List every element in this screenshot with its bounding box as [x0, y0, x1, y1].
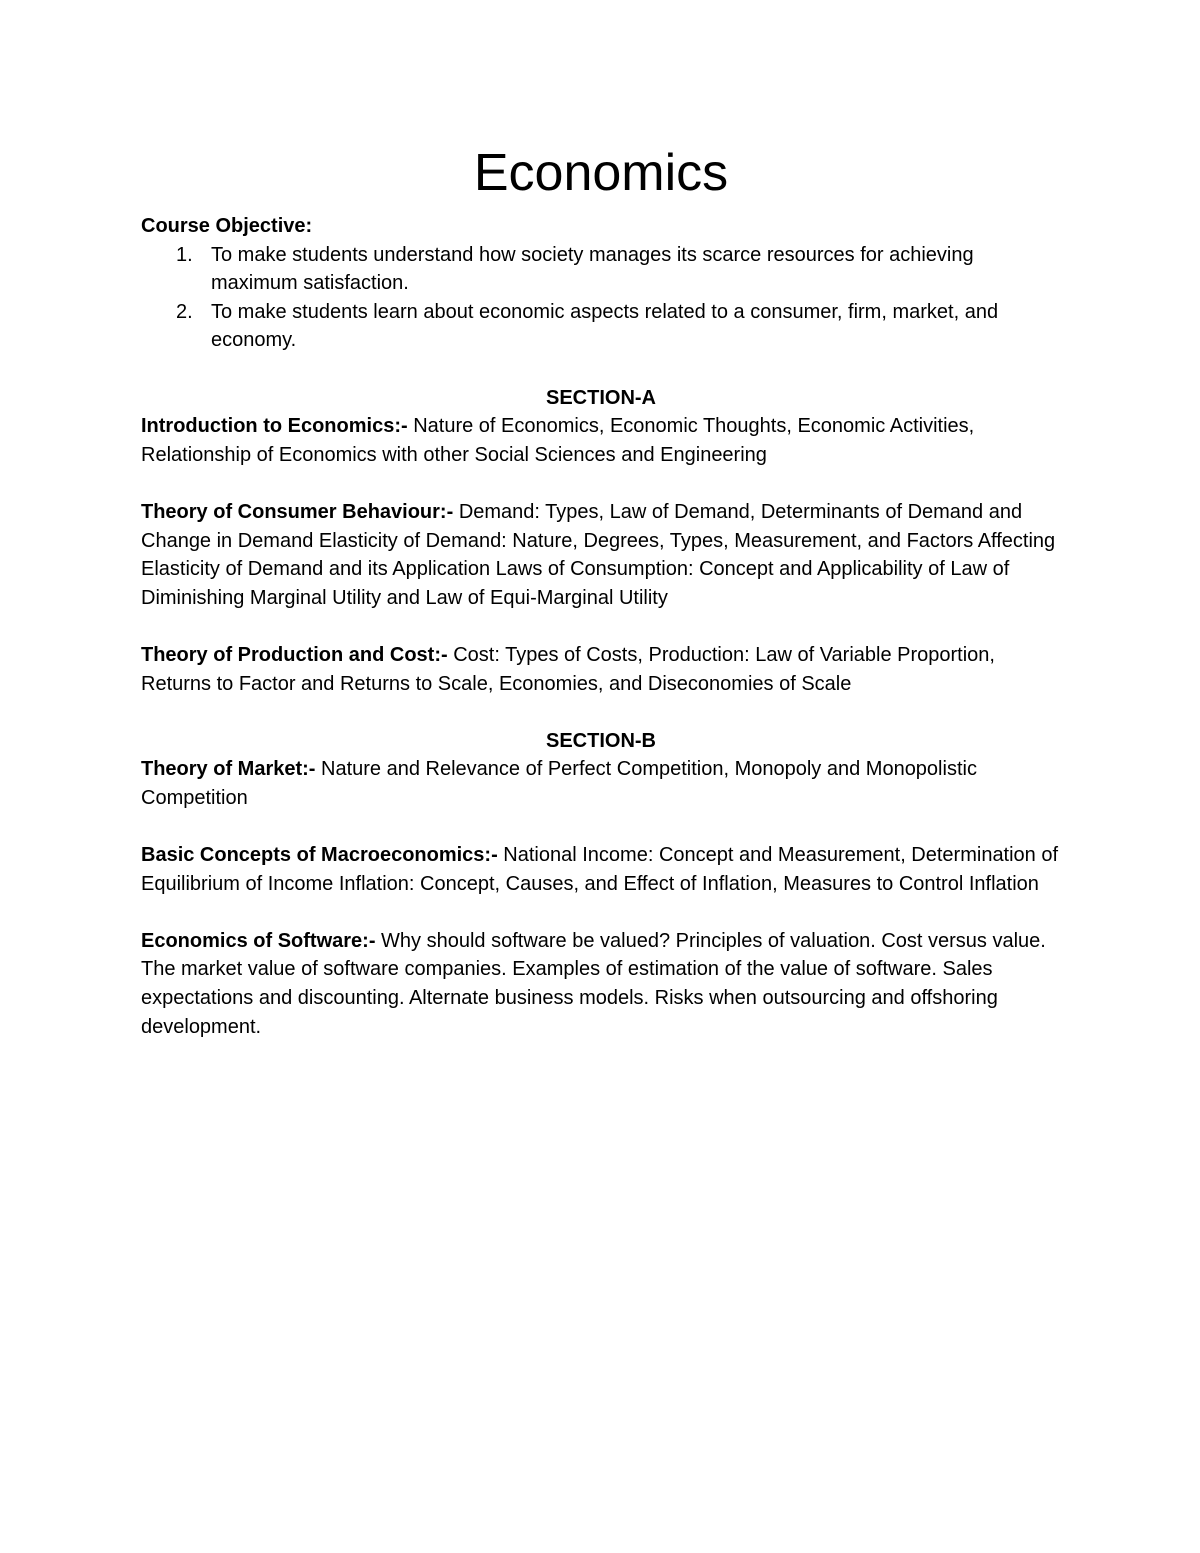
topic-title: Economics of Software:-	[141, 929, 376, 952]
objective-number: 2.	[176, 300, 193, 323]
topic-economics-of-software	[141, 927, 1061, 1041]
objective-text: To make students learn about economic aspects related to a consumer, firm, market, and economy.	[211, 300, 999, 352]
topic-production-and-cost	[141, 641, 1061, 698]
topic-body: National Income: Concept and Measurement, Determination of Equilibrium of Income Inflation: Concept, Causes, and Effect of Inflation, Measures to Control Inflation	[141, 844, 1059, 895]
objective-item	[141, 298, 1061, 355]
topic-body: Cost: Types of Costs, Production: Law of Variable Proportion, Returns to Factor and Returns to Scale, Economies, and Diseconomies of Scale	[141, 643, 995, 695]
objective-number: 1.	[176, 243, 193, 266]
document-content	[141, 138, 1061, 1041]
topic-theory-of-market	[141, 755, 1061, 812]
topic-title: Theory of Production and Cost:-	[141, 643, 448, 666]
section-b-heading: SECTION-B	[546, 729, 656, 752]
topic-body: Nature and Relevance of Perfect Competition, Monopoly and Monopolistic Competition	[141, 758, 977, 809]
topic-introduction-to-economics	[141, 412, 1061, 469]
document-title: Economics	[473, 144, 729, 202]
objective-text: To make students understand how society manages its scarce resources for achieving maximum satisfaction.	[211, 243, 974, 295]
topic-title: Introduction to Economics:-	[141, 415, 408, 438]
topic-body: Demand: Types, Law of Demand, Determinants of Demand and Change in Demand Elasticity of Demand: Nature, Degrees, Types, Measurement, and Factors Affecting Elasticity of Demand and its Application Laws of Consumption: Concept and Applicability of Law of Diminishing Marginal Utility and Law of Equi-Marginal Utility	[141, 500, 1056, 609]
topic-title: Basic Concepts of Macroeconomics:-	[141, 844, 498, 867]
objective-item	[141, 241, 1061, 298]
course-objective-label: Course Objective:	[141, 215, 313, 237]
topic-macroeconomics	[141, 841, 1061, 898]
section-a-heading: SECTION-A	[546, 386, 656, 409]
topic-body: Nature of Economics, Economic Thoughts, Economic Activities, Relationship of Economics with other Social Sciences and Engineering	[141, 415, 975, 466]
topic-body: Why should software be valued? Principles of valuation. Cost versus value. The market value of software companies. Examples of estimation of the value of software. Sales expectations and discounting. Alternate business models. Risks when outsourcing and offshoring development.	[141, 929, 1046, 1038]
topic-title: Theory of Market:-	[141, 758, 316, 781]
topic-title: Theory of Consumer Behaviour:-	[141, 500, 454, 523]
topic-consumer-behaviour	[141, 498, 1061, 612]
objectives-list	[141, 241, 1061, 355]
